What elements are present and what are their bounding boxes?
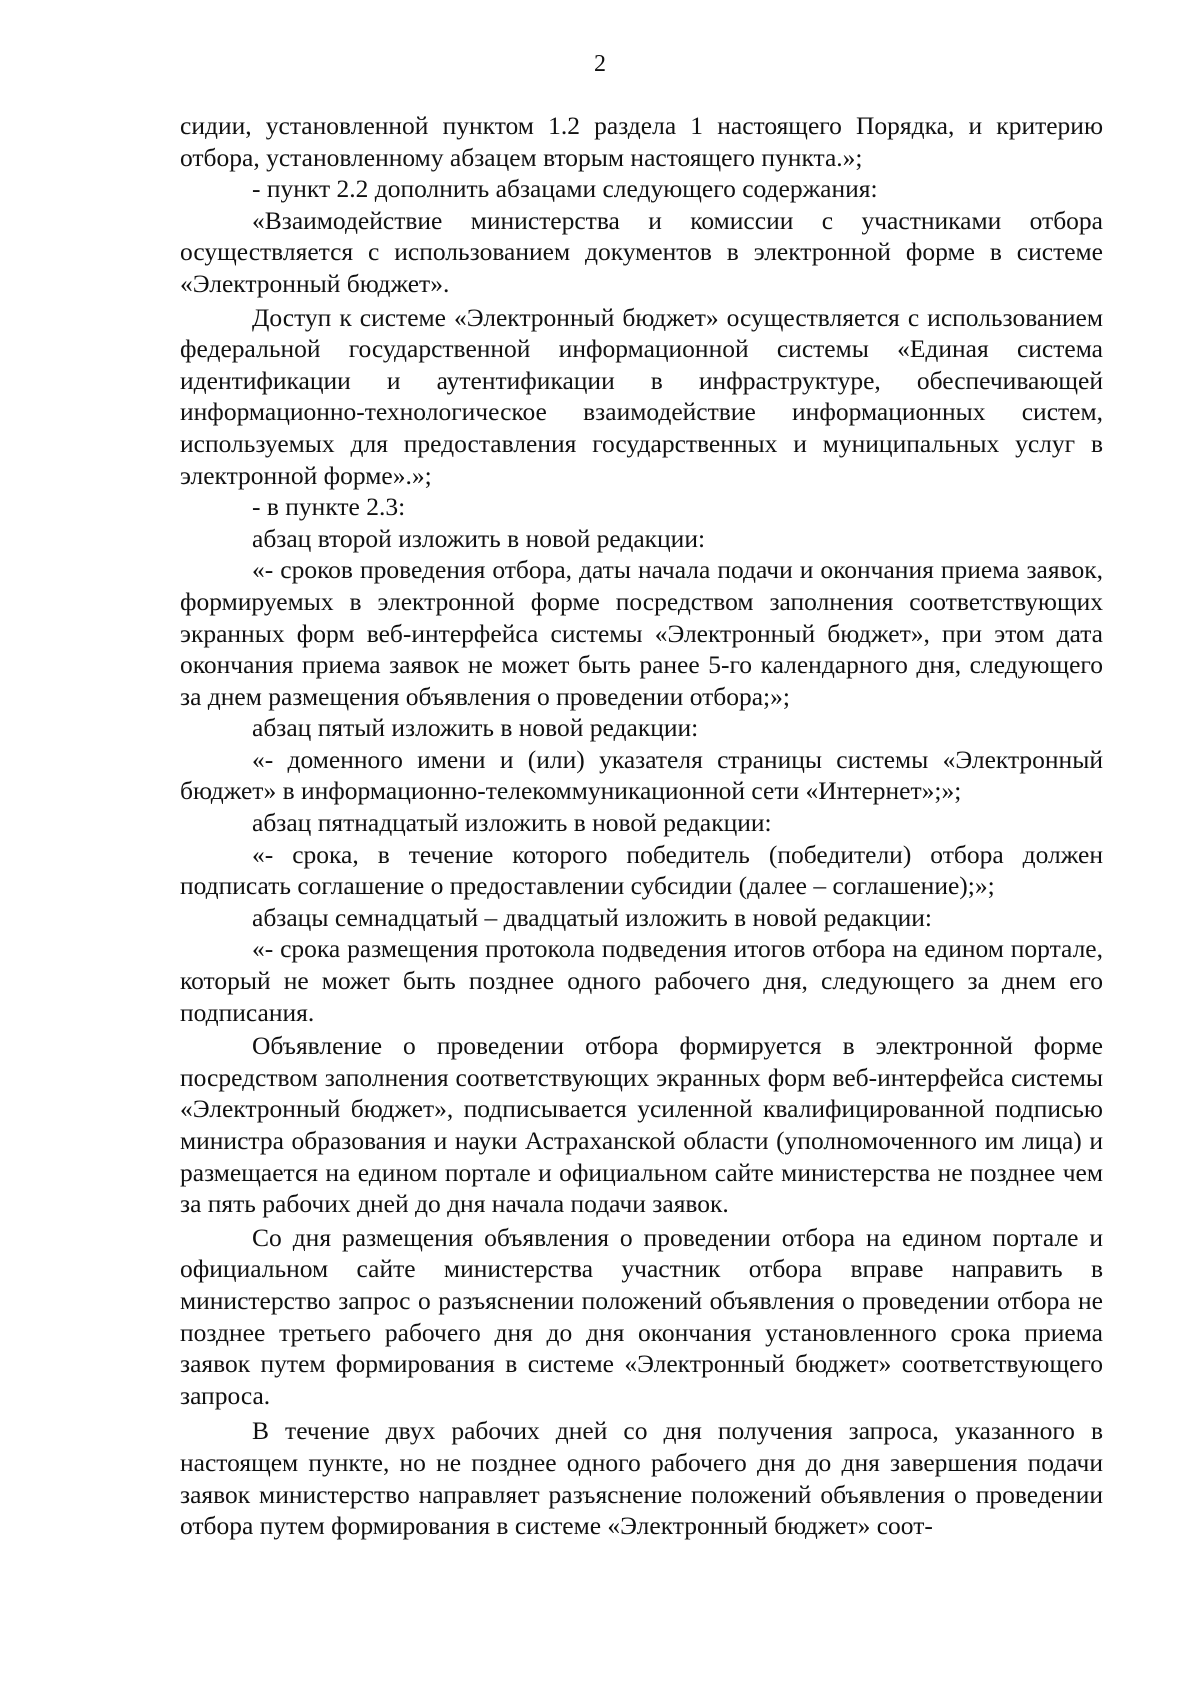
- paragraph: абзацы семнадцатый – двадцатый изложить в новой редакции:: [252, 902, 933, 932]
- paragraph: абзац пятнадцатый изложить в новой редакции:: [252, 808, 772, 838]
- paragraph: В течение двух рабочих дней со дня получения запроса, указанного в настоящем пункте, но не позднее одного рабочего дня до дня завершения подачи заявок министерство направляет разъяснение положений объявления о проведении отбора путем формирования в системе «Электронный бюджет» соот-: [180, 1416, 1103, 1541]
- paragraph: «- срока, в течение которого победитель (победители) отбора должен подписать соглашение о предоставлении субсидии (далее – соглашение);»;: [180, 839, 1103, 901]
- paragraph: «- сроков проведения отбора, даты начала подачи и окончания приема заявок, формируемых в электронной форме посредством заполнения соответствующих экранных форм веб-интерфейса системы «Электронный бюджет», при этом дата окончания приема заявок не может быть ранее 5-го календарного дня, следующего за днем размещения объявления о проведении отбора;»;: [180, 555, 1103, 711]
- paragraph: - пункт 2.2 дополнить абзацами следующего содержания:: [252, 174, 878, 204]
- paragraph: «- доменного имени и (или) указателя страницы системы «Электронный бюджет» в информационно-телекоммуникационной сети «Интернет»;»;: [180, 744, 1103, 806]
- document-body: [180, 110, 1103, 1542]
- paragraph: Объявление о проведении отбора формируется в электронной форме посредством заполнения соответствующих экранных форм веб-интерфейса системы «Электронный бюджет», подписывается усиленной квалифицированной подписью министра образования и науки Астраханской области (уполномоченного им лица) и размещается на едином портале и официальном сайте министерства не позднее чем за пять рабочих дней до дня начала подачи заявок.: [180, 1031, 1103, 1219]
- page-number: 2: [594, 51, 606, 77]
- paragraph: - в пункте 2.3:: [252, 492, 406, 522]
- paragraph: сидии, установленной пунктом 1.2 раздела 1 настоящего Порядка, и критерию отбора, установленному абзацем вторым настоящего пункта.»;: [180, 111, 1103, 172]
- paragraph: абзац второй изложить в новой редакции:: [252, 523, 706, 553]
- paragraph: «Взаимодействие министерства и комиссии с участниками отбора осуществляется с использованием документов в электронной форме в системе «Электронный бюджет».: [180, 205, 1103, 298]
- paragraph: абзац пятый изложить в новой редакции:: [252, 713, 699, 743]
- paragraph: «- срока размещения протокола подведения итогов отбора на едином портале, который не может быть позднее одного рабочего дня, следующего за днем его подписания.: [180, 934, 1103, 1027]
- paragraph: Доступ к системе «Электронный бюджет» осуществляется с использованием федеральной государственной информационной системы «Единая система идентификации и аутентификации в инфраструктуре, обеспечивающей информационно-технологическое взаимодействие информационных систем, используемых для предоставления государственных и муниципальных услуг в электронной форме».»;: [180, 302, 1103, 490]
- paragraph: Со дня размещения объявления о проведении отбора на едином портале и официальном сайте министерства участник отбора вправе направить в министерство запрос о разъяснении положений объявления о проведении отбора не позднее третьего рабочего дня до дня окончания установленного срока приема заявок путем формирования в системе «Электронный бюджет» соответствующего запроса.: [180, 1222, 1103, 1410]
